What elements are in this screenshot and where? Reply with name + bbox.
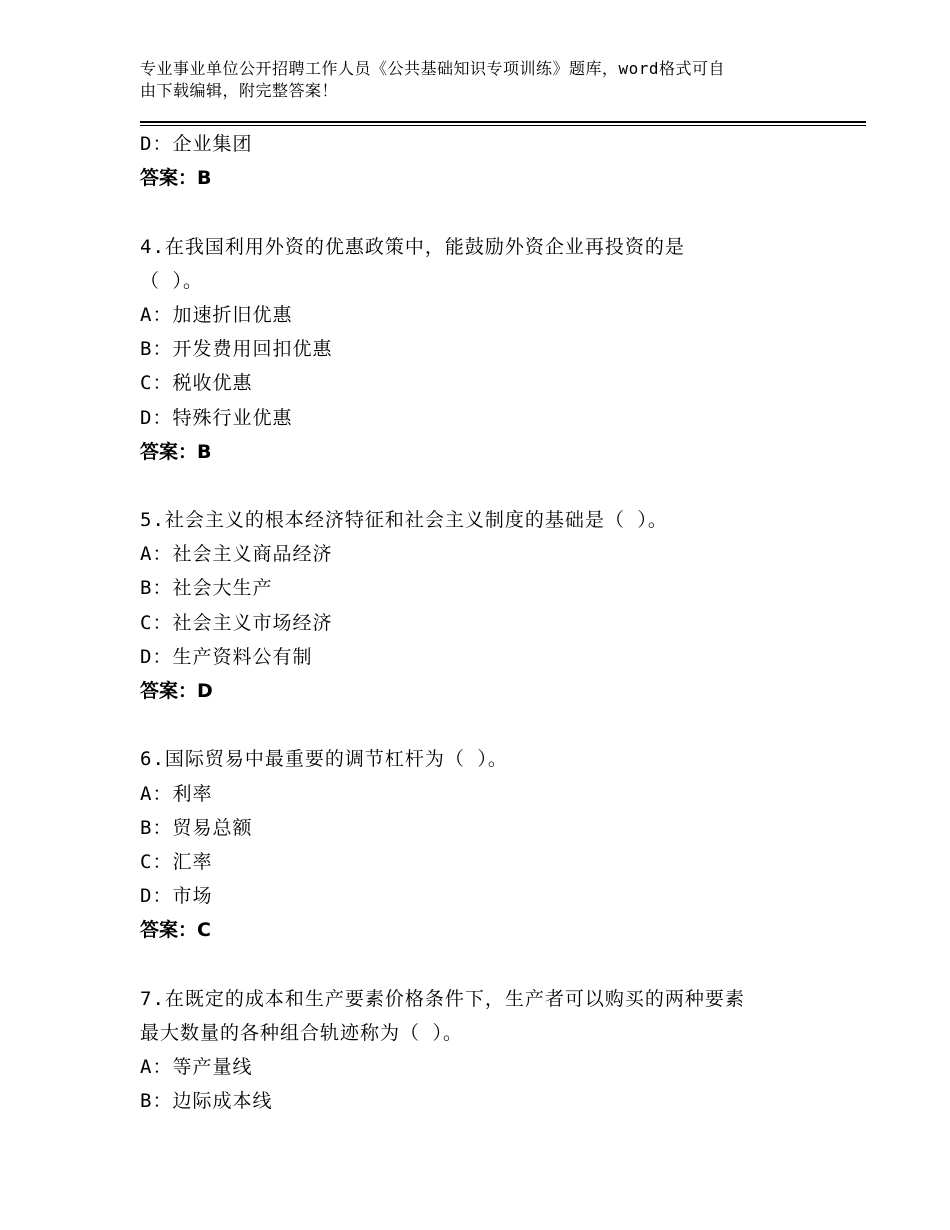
question-block-3 <box>140 127 840 195</box>
question-list <box>140 127 840 1118</box>
option-b: B：社会大生产 <box>140 577 273 600</box>
question-block-7 <box>140 982 840 1119</box>
option-b: B：边际成本线 <box>140 1090 273 1113</box>
option-c: C：社会主义市场经济 <box>140 611 333 634</box>
spacer <box>140 195 840 229</box>
option-d: D：生产资料公有制 <box>140 645 313 668</box>
header-rule-thin <box>140 125 866 126</box>
answer-label: 答案：B <box>140 440 212 463</box>
answer-label: 答案：C <box>140 919 211 942</box>
question-block-4 <box>140 230 840 469</box>
question-stem: 5.社会主义的根本经济特征和社会主义制度的基础是（ ）。 <box>140 509 668 532</box>
question-stem: 7.在既定的成本和生产要素价格条件下，生产者可以购买的两种要素 <box>140 987 745 1010</box>
page-header <box>140 58 820 102</box>
option-c: C：汇率 <box>140 850 213 873</box>
question-block-6 <box>140 742 840 947</box>
spacer <box>140 708 840 742</box>
question-stem: 最大数量的各种组合轨迹称为（ ）。 <box>140 1021 463 1044</box>
question-block-5 <box>140 503 840 708</box>
spacer <box>140 469 840 503</box>
option-b: B：开发费用回扣优惠 <box>140 338 333 361</box>
option-d: D：市场 <box>140 885 213 908</box>
option-a: A：加速折旧优惠 <box>140 303 293 326</box>
header-line-1: 专业事业单位公开招聘工作人员《公共基础知识专项训练》题库，word格式可自 <box>140 59 726 78</box>
answer-label: 答案：B <box>140 167 212 190</box>
question-stem: 4.在我国利用外资的优惠政策中，能鼓励外资企业再投资的是 <box>140 235 685 258</box>
option-c: C：税收优惠 <box>140 372 253 395</box>
option-b: B：贸易总额 <box>140 816 253 839</box>
option-a: A：等产量线 <box>140 1056 253 1079</box>
header-rule-thick <box>140 121 866 123</box>
option-d: D：企业集团 <box>140 133 253 155</box>
question-stem: （ ）。 <box>140 269 203 292</box>
option-a: A：利率 <box>140 782 213 805</box>
option-d: D：特殊行业优惠 <box>140 406 293 429</box>
question-stem: 6.国际贸易中最重要的调节杠杆为（ ）。 <box>140 748 508 771</box>
header-line-2: 由下载编辑，附完整答案！ <box>140 81 339 100</box>
spacer <box>140 948 840 982</box>
answer-label: 答案：D <box>140 680 213 702</box>
option-a: A：社会主义商品经济 <box>140 543 333 566</box>
